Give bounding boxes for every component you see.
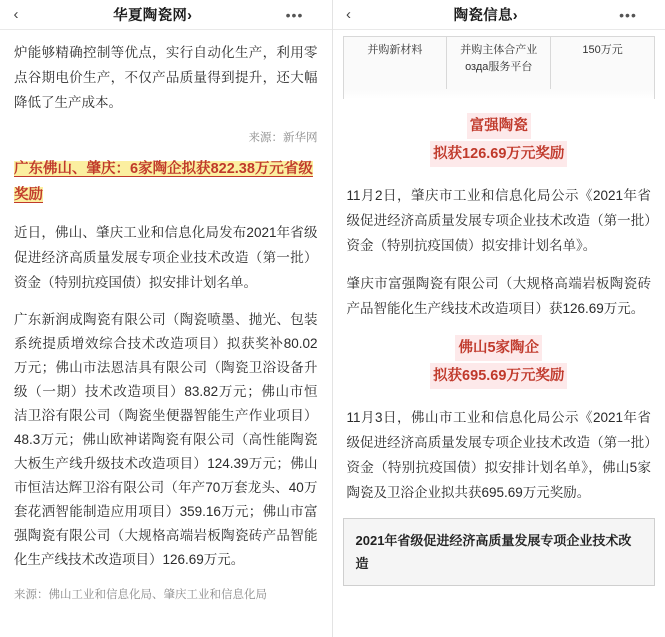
paragraph: 近日，佛山、肇庆工业和信息化局发布2021年省级促进经济高质量发展专项企业技术改造（第一批）资金（特别抗疫国债）拟安排计划名单。	[14, 225, 318, 290]
left-title-text: 华夏陶瓷网	[113, 8, 188, 24]
highlight-line: 拟获126.69万元奖励	[430, 141, 567, 167]
back-icon[interactable]: ‹	[346, 6, 351, 23]
headline-container	[14, 156, 318, 208]
table-cell: 并购新材料	[344, 37, 448, 89]
paragraph: 广东新润成陶瓷有限公司（陶瓷喷墨、抛光、包装系统提质增效综合技术改造项目）拟获奖补80.02万元；佛山市法恩洁具有限公司（陶瓷卫浴设备升级（一期）技术改造项目）83.82万元；佛山市恒洁卫浴有限公司（陶瓷坐便器智能生产作业项目）48.3万元；佛山欧神诺陶瓷有限公司（高性能陶瓷大板生产线升级技术改造项目）124.39万元；佛山市恒洁达辉卫浴有限公司（年产70万套龙头、40万套花洒智能制造应用项目）359.16万元；佛山市富强陶瓷有限公司（大规格高端岩板陶瓷砖产品智能化生产线技术改造项目）126.69万元。	[14, 312, 318, 567]
highlight-block	[347, 335, 652, 389]
source-label: 来源：佛山工业和信息化局、肇庆工业和信息化局	[14, 589, 267, 601]
menu-icon[interactable]: •••	[619, 6, 637, 23]
paragraph: 11月3日，佛山市工业和信息化局公示《2021年省级促进经济高质量发展专项企业技术改造（第一批）资金（特别抗疫国债）拟安排计划名单》，佛山5家陶瓷及卫浴企业拟共获695.69万元奖励。	[346, 410, 651, 500]
forward-icon[interactable]: ›	[187, 8, 193, 24]
right-article-content	[333, 113, 665, 505]
right-titlebar	[333, 0, 665, 30]
table-cell: 150万元	[582, 44, 623, 56]
paragraph: 炉能够精确控制等优点，实行自动化生产，利用零点谷期电价生产，不仅产品质量得到提升，还大幅降低了生产成本。	[14, 45, 318, 110]
source-label: 来源：新华网	[248, 132, 318, 144]
boxed-note: 2021年省级促进经济高质量发展专项企业技术改造	[343, 518, 656, 586]
table-cell: 并购主体合产业озда服务平台	[447, 37, 551, 89]
table-fade-mask	[343, 89, 656, 99]
paragraph: 肇庆市富强陶瓷有限公司（大规格高端岩板陶瓷砖产品智能化生产线技术改造项目）获126.69万元。	[346, 276, 651, 316]
page-title	[24, 4, 282, 25]
right-article-pane	[333, 0, 665, 637]
table-row	[343, 36, 656, 89]
highlight-block	[347, 113, 652, 167]
left-titlebar	[0, 0, 332, 30]
paragraph: 11月2日，肇庆市工业和信息化局公示《2021年省级促进经济高质量发展专项企业技术改造（第一批）资金（特别抗疫国债）拟安排计划名单》。	[346, 188, 651, 253]
menu-icon[interactable]: •••	[285, 6, 304, 23]
right-title-text: 陶瓷信息	[453, 8, 513, 24]
page-title	[357, 4, 616, 25]
forward-icon[interactable]: ›	[512, 8, 518, 24]
highlight-line: 佛山5家陶企	[455, 335, 542, 361]
back-icon[interactable]: ‹	[13, 6, 19, 23]
highlight-line: 富强陶瓷	[467, 113, 531, 139]
article-headline-link[interactable]: 广东佛山、肇庆：6家陶企拟获822.38万元省级奖励	[14, 161, 313, 203]
left-article-content	[0, 30, 332, 605]
highlight-line: 拟获695.69万元奖励	[430, 363, 567, 389]
